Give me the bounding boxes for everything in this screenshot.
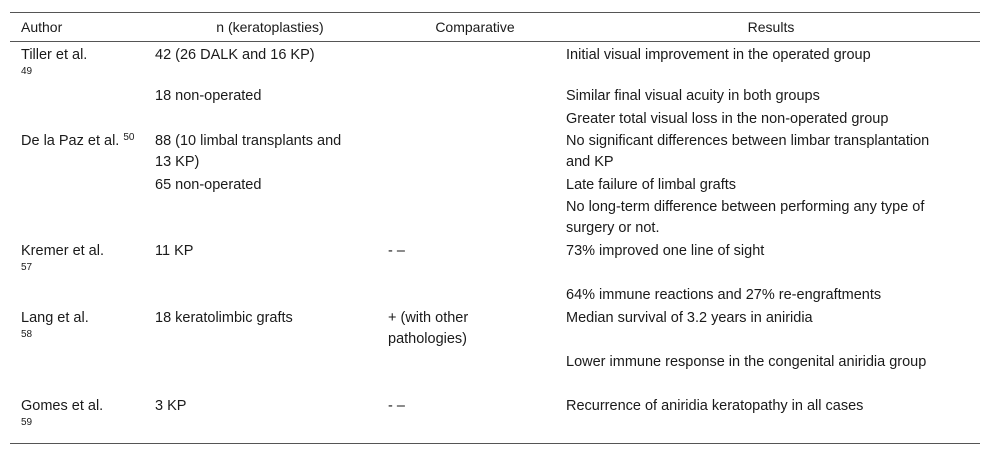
author-cell: [10, 352, 152, 396]
table-body: [10, 42, 980, 444]
author-cell: [10, 308, 152, 352]
table-row: [10, 175, 980, 197]
comparative-cell: - –: [388, 397, 405, 414]
author-cell: [10, 197, 152, 241]
header-results: Results: [747, 19, 795, 35]
comparative-cell: [388, 285, 562, 308]
results-cell: Recurrence of aniridia keratopathy in all cases: [566, 397, 864, 414]
comparative-cell: - –: [388, 242, 405, 259]
n-cell: [152, 109, 388, 131]
results-cell: Similar final visual acuity in both groups: [566, 87, 820, 104]
header-comparative: Comparative: [435, 19, 515, 35]
table-row: [10, 42, 980, 86]
n-cell: [152, 352, 388, 396]
comparative-cell: [388, 352, 562, 396]
reference-number: 59: [21, 416, 33, 428]
comparative-cell: [388, 42, 562, 86]
table-row: [10, 308, 980, 352]
author-cell: [10, 109, 152, 131]
author-name: Kremer et al.: [21, 242, 104, 259]
author-cell: [10, 396, 152, 444]
n-cell: [152, 197, 388, 241]
author-cell: [10, 42, 152, 86]
reference-number: 50: [123, 131, 135, 143]
results-cell: Median survival of 3.2 years in aniridia: [566, 309, 813, 326]
results-cell: 73% improved one line of sight: [566, 242, 765, 259]
n-cell: [152, 285, 388, 308]
comparative-cell: [388, 197, 562, 241]
results-cell: Greater total visual loss in the non-operated group: [566, 110, 889, 127]
n-cell: 42 (26 DALK and 16 KP): [155, 47, 315, 63]
n-cell: 65 non-operated: [155, 176, 262, 193]
comparative-cell: [388, 175, 562, 197]
results-cell: Late failure of limbal grafts: [566, 176, 737, 193]
n-cell: 88 (10 limbal transplants and 13 KP): [155, 132, 342, 170]
table-row: [10, 396, 980, 444]
author-cell: [10, 285, 152, 308]
author-cell: [10, 86, 152, 109]
author-name: Gomes et al.: [21, 397, 104, 414]
table-row: [10, 285, 980, 308]
n-cell: 3 KP: [155, 397, 187, 414]
studies-table: [10, 12, 980, 444]
n-cell: 18 keratolimbic grafts: [155, 309, 293, 326]
comparative-cell: [388, 109, 562, 131]
table-row: [10, 197, 980, 241]
results-cell: 64% immune reactions and 27% re-engraftments: [566, 286, 882, 303]
reference-number: 57: [21, 261, 33, 273]
table-row: [10, 86, 980, 109]
results-cell: Lower immune response in the congenital aniridia group: [566, 353, 927, 370]
table-row: [10, 241, 980, 285]
table-header: [10, 13, 980, 42]
n-cell: 18 non-operated: [155, 87, 262, 104]
results-cell: No long-term difference between performing any type of surgery or not.: [566, 198, 925, 236]
studies-table-container: [10, 12, 980, 444]
header-author: Author: [21, 19, 63, 35]
n-cell: 11 KP: [155, 242, 194, 259]
author-cell: [10, 241, 152, 285]
reference-number: 49: [21, 66, 33, 77]
results-cell: Initial visual improvement in the operated group: [566, 47, 871, 63]
results-cell: No significant differences between limbar transplantation and KP: [566, 132, 930, 170]
author-cell: [10, 131, 152, 175]
header-n-keratoplasties: n (keratoplasties): [216, 19, 324, 35]
table-row: [10, 131, 980, 175]
author-cell: [10, 175, 152, 197]
comparative-cell: [388, 86, 562, 109]
author-name: Lang et al.: [21, 309, 89, 326]
reference-number: 58: [21, 328, 33, 340]
comparative-cell: + (with other pathologies): [388, 309, 469, 347]
author-name: De la Paz et al.: [21, 132, 120, 149]
header-row: [10, 13, 980, 42]
comparative-cell: [388, 131, 562, 175]
table-row: [10, 352, 980, 396]
table-row: [10, 109, 980, 131]
author-name: Tiller et al.: [21, 47, 88, 63]
